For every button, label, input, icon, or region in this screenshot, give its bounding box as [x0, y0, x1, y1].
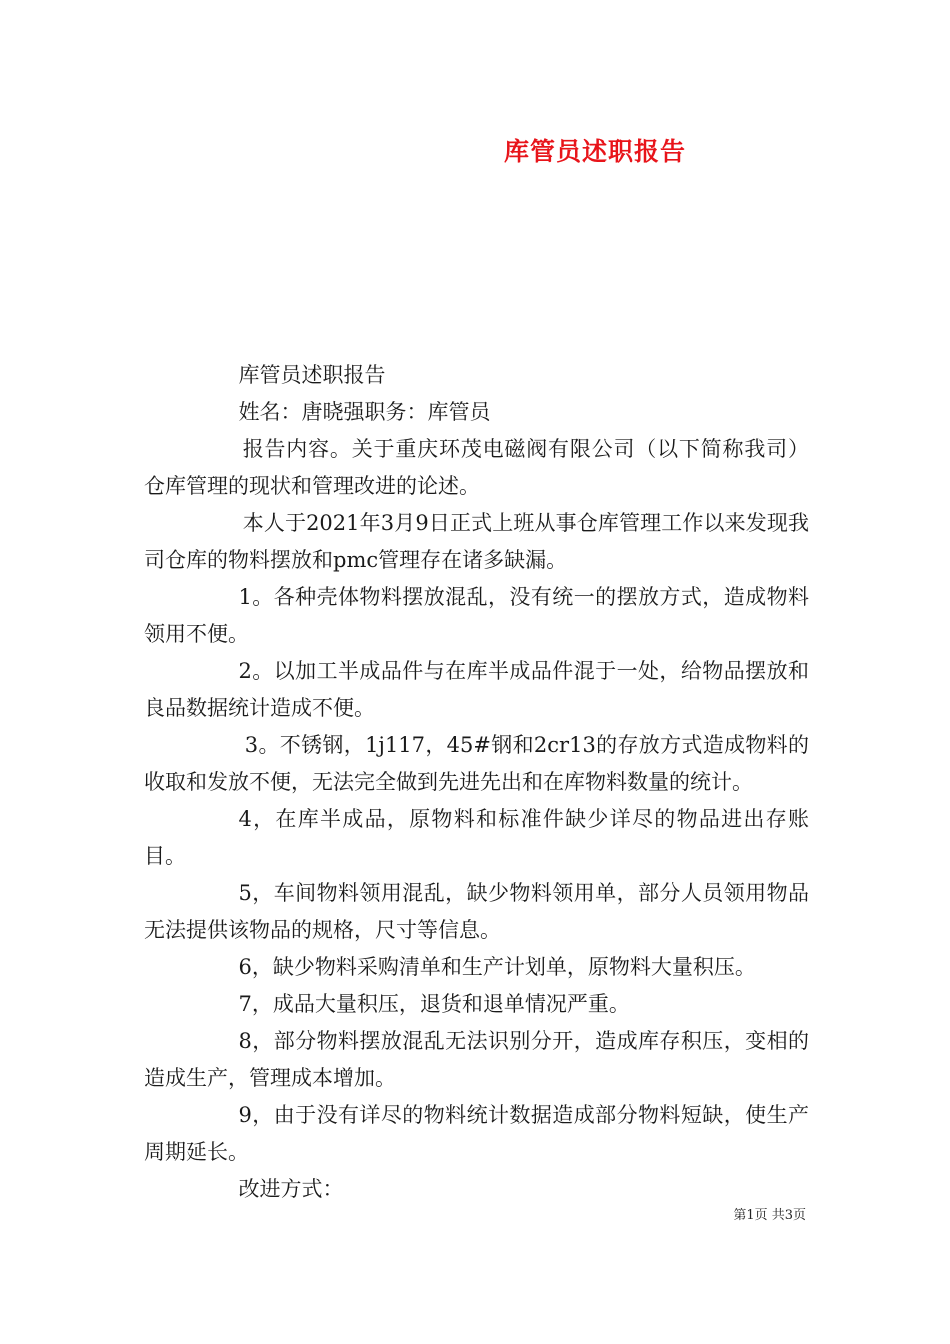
report-content-paragraph: 报告内容。关于重庆环茂电磁阀有限公司（以下简称我司）仓库管理的现状和管理改进的论述。 — [144, 437, 809, 498]
page-footer: 第1页 共3页 — [733, 1208, 806, 1223]
name-position-paragraph: 姓名：唐晓强职务：库管员 — [238, 400, 491, 424]
heading-paragraph: 库管员述职报告 — [238, 363, 386, 387]
list-item-3: 3。不锈钢，1j117，45#钢和2cr13的存放方式造成物料的收取和发放不便，无法完全做到先进先出和在库物料数量的统计。 — [144, 733, 809, 794]
improvement-heading: 改进方式： — [238, 1177, 344, 1201]
list-item-5: 5，车间物料领用混乱，缺少物料领用单，部分人员领用物品无法提供该物品的规格，尺寸等信息。 — [144, 881, 809, 942]
list-item-4: 4，在库半成品，原物料和标准件缺少详尽的物品进出存账目。 — [144, 807, 809, 868]
intro-paragraph: 本人于2021年3月9日正式上班从事仓库管理工作以来发现我司仓库的物料摆放和pmc管理存在诸多缺漏。 — [144, 511, 809, 572]
list-item-1: 1。各种壳体物料摆放混乱，没有统一的摆放方式，造成物料领用不便。 — [144, 585, 809, 646]
document-title: 库管员述职报告 — [503, 137, 686, 166]
list-item-8: 8，部分物料摆放混乱无法识别分开，造成库存积压，变相的造成生产，管理成本增加。 — [144, 1029, 809, 1090]
document-body — [144, 357, 809, 1208]
list-item-9: 9，由于没有详尽的物料统计数据造成部分物料短缺，使生产周期延长。 — [144, 1103, 809, 1164]
list-item-6: 6，缺少物料采购清单和生产计划单，原物料大量积压。 — [238, 955, 756, 979]
list-item-2: 2。以加工半成品件与在库半成品件混于一处，给物品摆放和良品数据统计造成不便。 — [144, 659, 809, 720]
list-item-7: 7，成品大量积压，退货和退单情况严重。 — [238, 992, 630, 1016]
